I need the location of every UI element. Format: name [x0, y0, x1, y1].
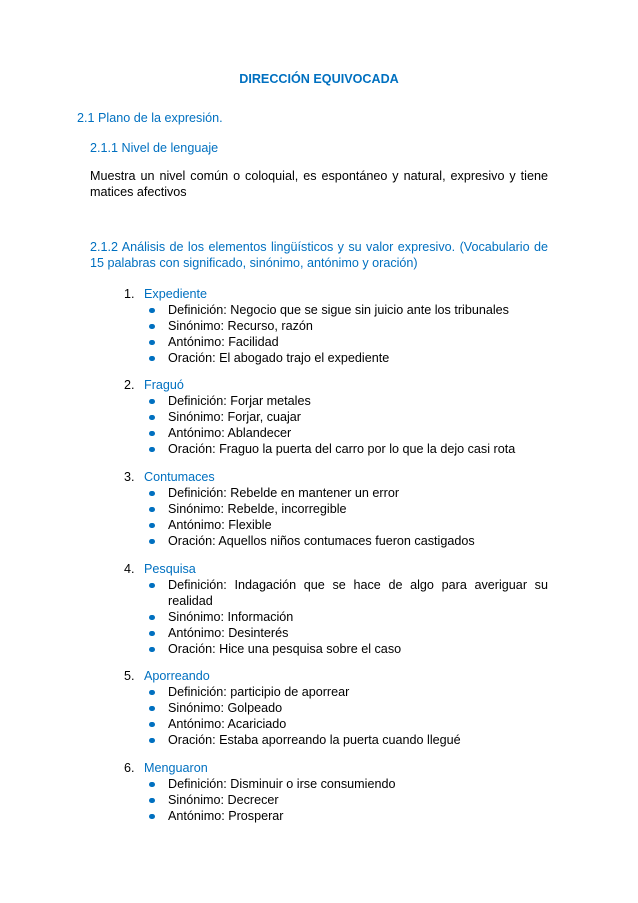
- bullet-dot-icon: [149, 324, 155, 330]
- list-item: [124, 409, 548, 425]
- list-item: [124, 732, 548, 748]
- bullet-dot-icon: [149, 340, 155, 346]
- entry-bullet-list: [124, 393, 548, 457]
- item-text: Definición: Rebelde en mantener un error: [168, 486, 400, 500]
- bullet-dot-icon: [149, 431, 155, 437]
- entry-number: 3.: [124, 470, 135, 484]
- item-text: Oración: Aquellos niños contumaces fueron castigados: [168, 534, 475, 548]
- entry-word: Menguaron: [144, 761, 208, 775]
- item-text: Antónimo: Ablandecer: [168, 426, 292, 440]
- entry-word: Pesquisa: [144, 562, 196, 576]
- bullet-dot-icon: [149, 647, 155, 653]
- item-text: Oración: Hice una pesquisa sobre el caso: [168, 642, 402, 656]
- item-text: Sinónimo: Recurso, razón: [168, 319, 313, 333]
- entry-heading: [124, 760, 548, 776]
- bullet-dot-icon: [149, 507, 155, 513]
- list-item: [124, 517, 548, 533]
- vocab-entry: [124, 469, 548, 549]
- list-item: [124, 700, 548, 716]
- list-item: [124, 302, 548, 318]
- vocab-entry: [124, 760, 548, 824]
- entry-word: Aporreando: [144, 669, 210, 683]
- list-item: [124, 318, 548, 334]
- subsection-body-1: Muestra un nivel común o coloquial, es espontáneo y natural, expresivo y tiene matices afectivos: [90, 169, 548, 199]
- entry-heading: [124, 668, 548, 684]
- entry-word: Expediente: [144, 287, 208, 301]
- vocab-entry: [124, 668, 548, 748]
- bullet-dot-icon: [149, 722, 155, 728]
- item-text: Sinónimo: Información: [168, 610, 294, 624]
- list-item: [124, 808, 548, 824]
- item-text: Sinónimo: Forjar, cuajar: [168, 410, 301, 424]
- list-item: [124, 425, 548, 441]
- bullet-dot-icon: [149, 738, 155, 744]
- subsection-heading-2: 2.1.2 Análisis de los elementos lingüísticos y su valor expresivo. (Vocabulario de 15 palabras con significado, sinónimo, antónimo y oración): [90, 240, 548, 270]
- item-text: Definición: Forjar metales: [168, 394, 311, 408]
- entry-heading: [124, 561, 548, 577]
- list-item: [124, 716, 548, 732]
- entry-number: 6.: [124, 761, 135, 775]
- list-item: [124, 625, 548, 641]
- bullet-dot-icon: [149, 814, 155, 820]
- bullet-dot-icon: [149, 447, 155, 453]
- section-heading: 2.1 Plano de la expresión.: [77, 111, 223, 125]
- item-text: Antónimo: Prosperar: [168, 809, 284, 823]
- bullet-dot-icon: [149, 798, 155, 804]
- item-text: Definición: Disminuir o irse consumiendo: [168, 777, 396, 791]
- entry-bullet-list: [124, 684, 548, 748]
- entry-number: 5.: [124, 669, 135, 683]
- bullet-dot-icon: [149, 690, 155, 696]
- vocab-entry: [124, 377, 548, 457]
- vocab-entry: [124, 561, 548, 657]
- document-title: DIRECCIÓN EQUIVOCADA: [239, 72, 399, 86]
- bullet-dot-icon: [149, 308, 155, 314]
- list-item: [124, 441, 548, 457]
- bullet-dot-icon: [149, 415, 155, 421]
- list-item: [124, 350, 548, 366]
- item-text: Sinónimo: Rebelde, incorregible: [168, 502, 347, 516]
- entry-word: Fraguó: [144, 378, 184, 392]
- entry-bullet-list: [124, 577, 548, 657]
- list-item: [124, 485, 548, 501]
- bullet-dot-icon: [149, 583, 155, 589]
- bullet-dot-icon: [149, 539, 155, 545]
- item-text: Antónimo: Facilidad: [168, 335, 279, 349]
- vocab-entry: [124, 286, 548, 366]
- bullet-dot-icon: [149, 523, 155, 529]
- list-item: [124, 334, 548, 350]
- item-text: Oración: Estaba aporreando la puerta cuando llegué: [168, 733, 461, 747]
- list-item: [124, 501, 548, 517]
- item-text: Antónimo: Flexible: [168, 518, 272, 532]
- list-item: [124, 533, 548, 549]
- item-text: Definición: participio de aporrear: [168, 685, 350, 699]
- item-text: Oración: Fraguo la puerta del carro por lo que la dejo casi rota: [168, 442, 516, 456]
- item-text: Definición: Indagación que se hace de algo para averiguar su realidad: [168, 578, 548, 608]
- entry-heading: [124, 377, 548, 393]
- item-text: Oración: El abogado trajo el expediente: [168, 351, 390, 365]
- bullet-dot-icon: [149, 615, 155, 621]
- entry-number: 1.: [124, 287, 135, 301]
- list-item: [124, 577, 548, 609]
- bullet-dot-icon: [149, 491, 155, 497]
- bullet-dot-icon: [149, 631, 155, 637]
- list-item: [124, 641, 548, 657]
- item-text: Antónimo: Desinterés: [168, 626, 289, 640]
- bullet-dot-icon: [149, 706, 155, 712]
- entry-bullet-list: [124, 485, 548, 549]
- entry-bullet-list: [124, 302, 548, 366]
- list-item: [124, 776, 548, 792]
- subsection-heading-1: 2.1.1 Nivel de lenguaje: [90, 141, 219, 155]
- bullet-dot-icon: [149, 356, 155, 362]
- item-text: Sinónimo: Golpeado: [168, 701, 283, 715]
- list-item: [124, 393, 548, 409]
- entry-heading: [124, 286, 548, 302]
- bullet-dot-icon: [149, 399, 155, 405]
- list-item: [124, 792, 548, 808]
- item-text: Definición: Negocio que se sigue sin juicio ante los tribunales: [168, 303, 509, 317]
- item-text: Antónimo: Acariciado: [168, 717, 287, 731]
- list-item: [124, 609, 548, 625]
- entry-number: 4.: [124, 562, 135, 576]
- bullet-dot-icon: [149, 782, 155, 788]
- entry-number: 2.: [124, 378, 135, 392]
- entry-bullet-list: [124, 776, 548, 824]
- item-text: Sinónimo: Decrecer: [168, 793, 279, 807]
- entry-word: Contumaces: [144, 470, 215, 484]
- list-item: [124, 684, 548, 700]
- entry-heading: [124, 469, 548, 485]
